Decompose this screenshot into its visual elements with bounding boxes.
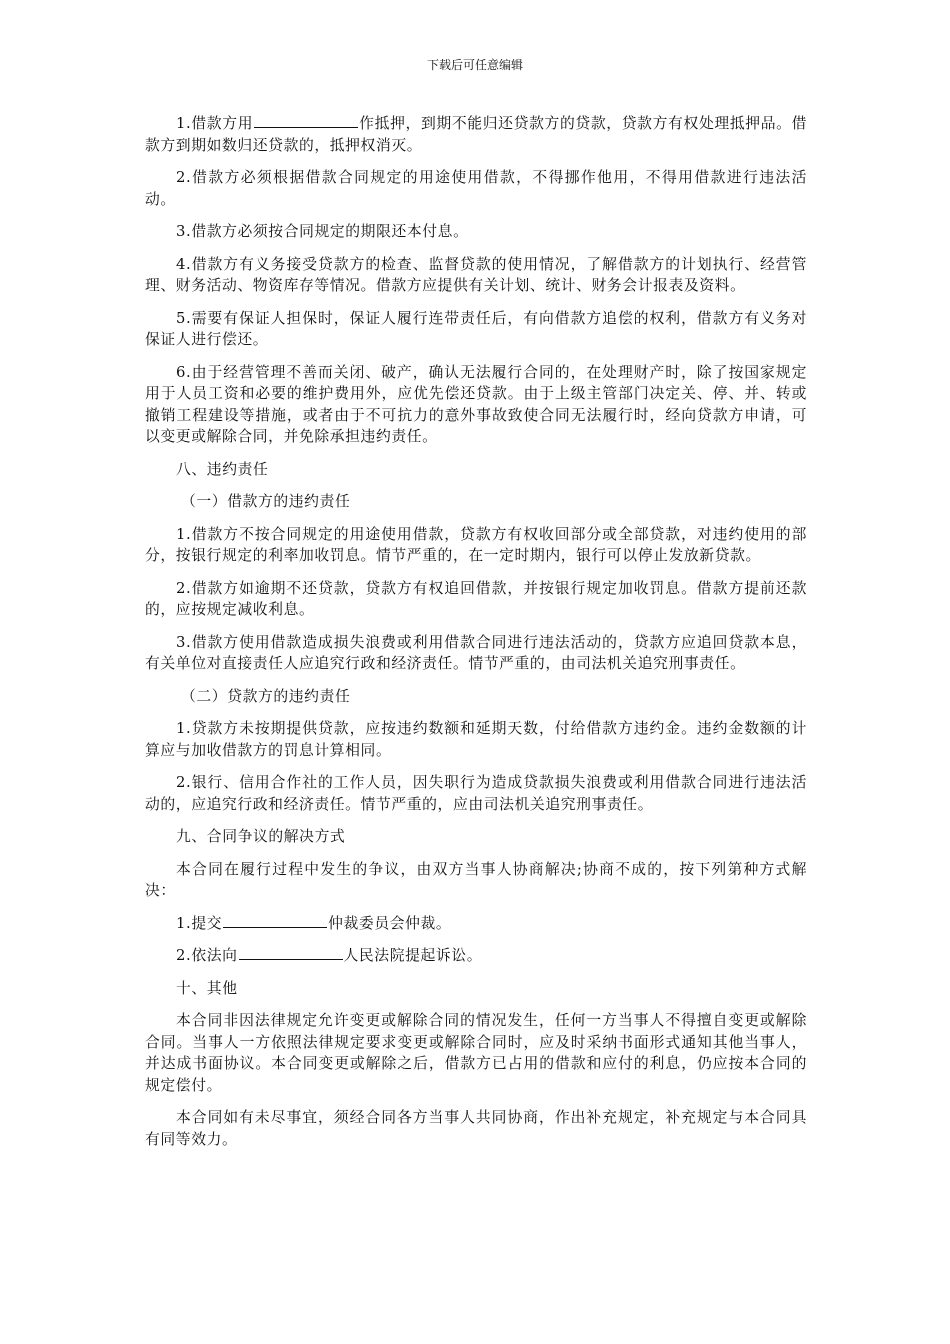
clause-text: 人民法院提起诉讼。 xyxy=(343,947,483,964)
lender-liability-2: 2.银行、信用合作社的工作人员，因失职行为造成贷款损失浪费或利用借款合同进行违法活动的，应追究行政和经济责任。情节严重的，应由司法机关追究刑事责任。 xyxy=(145,774,807,813)
clause-paragraph-5: 5.需要有保证人担保时，保证人履行连带责任后，有向借款方追偿的权利，借款方有义务对保证人进行偿还。 xyxy=(145,309,807,348)
fill-in-blank xyxy=(223,913,327,928)
fill-in-blank xyxy=(239,945,343,960)
clause-text: 仲裁委员会仲裁。 xyxy=(328,914,452,932)
dispute-option-1 xyxy=(145,913,807,935)
clause-paragraph-6: 6.由于经营管理不善而关闭、破产，确认无法履行合同的，在处理财产时，除了按国家规定用于人员工资和必要的维护费用外，应优先偿还贷款。由于上级主管部门决定关、停、并、转或撤销工程建设等措施，或者由于不可抗力的意外事故致使合同无法履行时，经向贷款方申请，可以变更或解除合同，并免除承担违约责任。 xyxy=(145,363,807,445)
clause-paragraph-1 xyxy=(145,113,807,156)
dispute-paragraph: 本合同在履行过程中发生的争议，由双方当事人协商解决;协商不成的，按下列第种方式解决： xyxy=(145,860,807,899)
clause-text: 1.提交 xyxy=(176,914,223,932)
clause-paragraph-2: 2.借款方必须根据借款合同规定的用途使用借款，不得挪作他用，不得用借款进行违法活动。 xyxy=(145,169,807,208)
section-heading-10: 十、其他 xyxy=(176,979,238,997)
borrower-liability-2: 2.借款方如逾期不还贷款，贷款方有权追回借款，并按银行规定加收罚息。借款方提前还款的，应按规定减收利息。 xyxy=(145,579,807,618)
subsection-heading-lender: （二）贷款方的违约责任 xyxy=(181,687,351,705)
dispute-option-2 xyxy=(145,945,807,967)
other-paragraph-1: 本合同非因法律规定允许变更或解除合同的情况发生，任何一方当事人不得擅自变更或解除合同。当事人一方依照法律规定要求变更或解除合同时，应及时采纳书面形式通知其他当事人，并达成书面协议。本合同变更或解除之后，借款方已占用的借款和应付的利息，仍应按本合同的规定偿付。 xyxy=(145,1012,807,1094)
lender-liability-1: 1.贷款方未按期提供贷款，应按违约数额和延期天数，付给借款方违约金。违约金数额的计算应与加收借款方的罚息计算相同。 xyxy=(145,720,807,759)
borrower-liability-3: 3.借款方使用借款造成损失浪费或利用借款合同进行违法活动的，贷款方应追回贷款本息，有关单位对直接责任人应追究行政和经济责任。情节严重的，由司法机关追究刑事责任。 xyxy=(145,633,807,672)
clause-text: 2.依法向 xyxy=(176,947,238,964)
page-header: 下载后可任意编辑 xyxy=(426,58,523,72)
subsection-heading-borrower: （一）借款方的违约责任 xyxy=(181,493,351,510)
document-body xyxy=(145,113,807,1161)
clause-text: 作抵押，到期不能归还贷款方的贷款，贷款方有权处理抵押品。借款方到期如数归还贷款的，抵押权消灭。 xyxy=(145,115,807,154)
clause-text: 1.借款方用 xyxy=(176,115,254,132)
borrower-liability-1: 1.借款方不按合同规定的用途使用借款，贷款方有权收回部分或全部贷款，对违约使用的部分，按银行规定的利率加收罚息。情节严重的，在一定时期内，银行可以停止发放新贷款。 xyxy=(145,525,807,564)
section-heading-8: 八、违约责任 xyxy=(176,460,269,478)
fill-in-blank xyxy=(254,113,358,128)
other-paragraph-2: 本合同如有未尽事宜，须经合同各方当事人共同协商，作出补充规定，补充规定与本合同具有同等效力。 xyxy=(145,1109,807,1148)
clause-paragraph-4: 4.借款方有义务接受贷款方的检查、监督贷款的使用情况，了解借款方的计划执行、经营管理、财务活动、物资库存等情况。借款方应提供有关计划、统计、财务会计报表及资料。 xyxy=(145,255,807,294)
clause-paragraph-3: 3.借款方必须按合同规定的期限还本付息。 xyxy=(176,223,469,240)
section-heading-9: 九、合同争议的解决方式 xyxy=(176,828,346,845)
